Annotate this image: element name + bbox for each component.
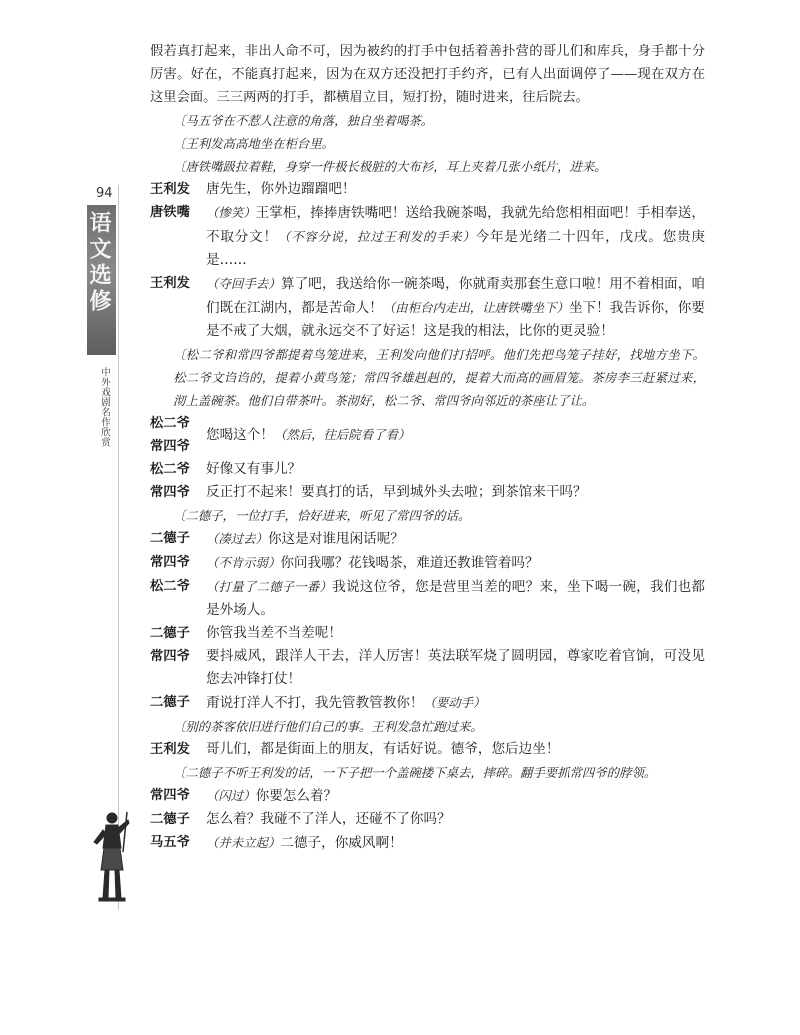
speaker-name: 常四爷 <box>150 649 190 664</box>
page-number: 94 <box>96 186 113 201</box>
play-text <box>150 40 705 855</box>
speaker-name: 常四爷 <box>150 555 190 570</box>
inline-stage-direction: （然后，往后院看了看） <box>273 427 411 442</box>
speech-text: 反正打不起来！要真打的话，早到城外头去啦；到茶馆来干吗？ <box>206 484 587 500</box>
dialogue-line <box>150 738 705 761</box>
inline-stage-direction: （打量了二德子一番） <box>206 579 333 594</box>
inline-stage-direction: （由柜台内走出，让唐铁嘴坐下） <box>382 300 569 315</box>
speaker-name: 二德子 <box>150 626 190 641</box>
speaker-name: 二德子 <box>150 695 190 710</box>
stage-direction: 〔二德子不听王利发的话，一下子把一个盖碗搂下桌去，摔碎。翻手要抓常四爷的脖领。 <box>173 765 657 780</box>
speaker-pair <box>150 412 202 458</box>
speech-text: （打量了二德子一番）我说这位爷，您是营里当差的吧？来，坐下喝一碗，我们也都是外场人。 <box>206 579 706 618</box>
speech-text: （夺回手去）算了吧，我送给你一碗茶喝，你就甭卖那套生意口啦！用不着相面，咱们既在江湖内，都是苦命人！（由柜台内走出，让唐铁嘴坐下）坐下！我告诉你，你要是不戒了大烟，就永远交不了好运！这是我的相法，比你的更灵验！ <box>206 276 706 339</box>
speaker-name: 常四爷 <box>150 788 190 803</box>
inline-stage-direction: （凑过去） <box>206 531 268 546</box>
dialogue-line <box>150 575 705 622</box>
speech-text: 您喝这个！（然后，往后院看了看） <box>206 427 411 443</box>
stage-direction: 〔别的茶客依旧进行他们自己的事。王利发急忙跑过来。 <box>173 719 483 734</box>
speaker-name: 常四爷 <box>150 439 190 454</box>
speaker-name: 马五爷 <box>150 835 190 850</box>
dialogue-line <box>150 272 705 343</box>
speaker-name: 王利发 <box>150 182 190 197</box>
dialogue-line <box>150 808 705 831</box>
speaker-name: 松二爷 <box>150 579 190 594</box>
dialogue-line <box>150 645 705 691</box>
dialogue-line <box>150 784 705 808</box>
stage-direction: 〔松二爷和常四爷都提着鸟笼进来，王利发向他们打招呼。他们先把鸟笼子挂好，找地方坐下。松二爷文诌诌的，提着小黄鸟笼；常四爷雄赳赳的，提着大而高的画眉笼。茶房李三赶紧过来，沏上盖碗茶。他们自带茶叶。茶沏好，松二爷、常四爷向邻近的茶座让了让。 <box>173 347 705 408</box>
speaker-name: 松二爷 <box>150 462 190 477</box>
speech-text: 唐先生，你外边蹓蹓吧！ <box>206 181 356 197</box>
speech-text: （不肯示弱）你问我哪？花钱喝茶，难道还教谁管着吗？ <box>206 555 539 571</box>
dialogue-line <box>150 622 705 645</box>
stage-direction: 〔唐铁嘴趿拉着鞋，身穿一件极长极脏的大布衫，耳上夹着几张小纸片，进来。 <box>173 159 607 174</box>
inline-stage-direction: （夺回手去） <box>206 276 281 291</box>
speech-text: 甭说打洋人不打，我先管教管教你！（要动手） <box>206 695 486 711</box>
stage-direction: 〔二德子，一位打手，恰好进来，听见了常四爷的话。 <box>173 508 471 523</box>
stage-direction: 〔王利发高高地坐在柜台里。 <box>173 136 335 151</box>
speech-text: 怎么着？我碰不了洋人，还碰不了你吗？ <box>206 811 451 827</box>
margin-rule <box>118 185 119 910</box>
speaker-name: 松二爷 <box>150 416 190 431</box>
dialogue-line <box>150 527 705 551</box>
speech-text: 你管我当差不当差呢！ <box>206 625 342 641</box>
speech-text: 哥儿们，都是街面上的朋友，有话好说。德爷，您后边坐！ <box>206 741 560 757</box>
inline-stage-direction: （不肯示弱） <box>206 555 281 570</box>
speaker-name: 二德子 <box>150 812 190 827</box>
inline-stage-direction: （不容分说，拉过王利发的手来） <box>277 229 476 244</box>
speech-text: 好像又有事儿？ <box>206 461 302 477</box>
speech-text: （凑过去）你这是对谁甩闲话呢？ <box>206 531 404 547</box>
speaker-name: 王利发 <box>150 276 190 291</box>
course-title-band <box>87 205 116 355</box>
inline-stage-direction: （惨笑） <box>206 205 256 220</box>
course-title: 语文选修 <box>86 211 112 315</box>
dialogue-line <box>150 551 705 575</box>
speech-text: （并未立起）二德子，你威风啊！ <box>206 835 403 851</box>
speaker-name: 二德子 <box>150 531 190 546</box>
dialogue-line <box>150 201 705 272</box>
dialogue-line <box>150 831 705 855</box>
inline-stage-direction: （要动手） <box>423 695 486 710</box>
inline-stage-direction: （闪过） <box>206 788 256 803</box>
book-title: 中外戏剧名作欣赏 <box>99 367 110 447</box>
dialogue-line <box>150 412 705 458</box>
speech-text: 要抖威风，跟洋人干去，洋人厉害！英法联军烧了圆明园，尊家吃着官饷，可没见您去冲锋打仗！ <box>206 648 705 687</box>
speaker-name: 王利发 <box>150 742 190 757</box>
stage-direction: 〔马五爷在不惹人注意的角落，独自坐着喝茶。 <box>173 113 434 128</box>
dialogue-line <box>150 178 705 201</box>
warrior-figure-icon <box>90 808 130 904</box>
speaker-name: 常四爷 <box>150 485 190 500</box>
inline-stage-direction: （并未立起） <box>206 835 281 850</box>
speech-text: （闪过）你要怎么着？ <box>206 788 338 804</box>
dialogue-line <box>150 691 705 715</box>
dialogue-line <box>150 458 705 481</box>
speaker-name: 唐铁嘴 <box>150 205 190 220</box>
speech-text: （惨笑）王掌柜，捧捧唐铁嘴吧！送给我碗茶喝，我就先给您相相面吧！手相奉送，不取分文！（不容分说，拉过王利发的手来）今年是光绪二十四年，戊戌。您贵庚是…… <box>206 205 705 268</box>
opening-paragraph: 假若真打起来，非出人命不可，因为被约的打手中包括着善扑营的哥儿们和库兵，身手都十分厉害。好在，不能真打起来，因为在双方还没把打手约齐，已有人出面调停了——现在双方在这里会面。三三两两的打手，都横眉立目，短打扮，随时进来，往后院去。 <box>150 44 705 105</box>
dialogue-line <box>150 481 705 504</box>
